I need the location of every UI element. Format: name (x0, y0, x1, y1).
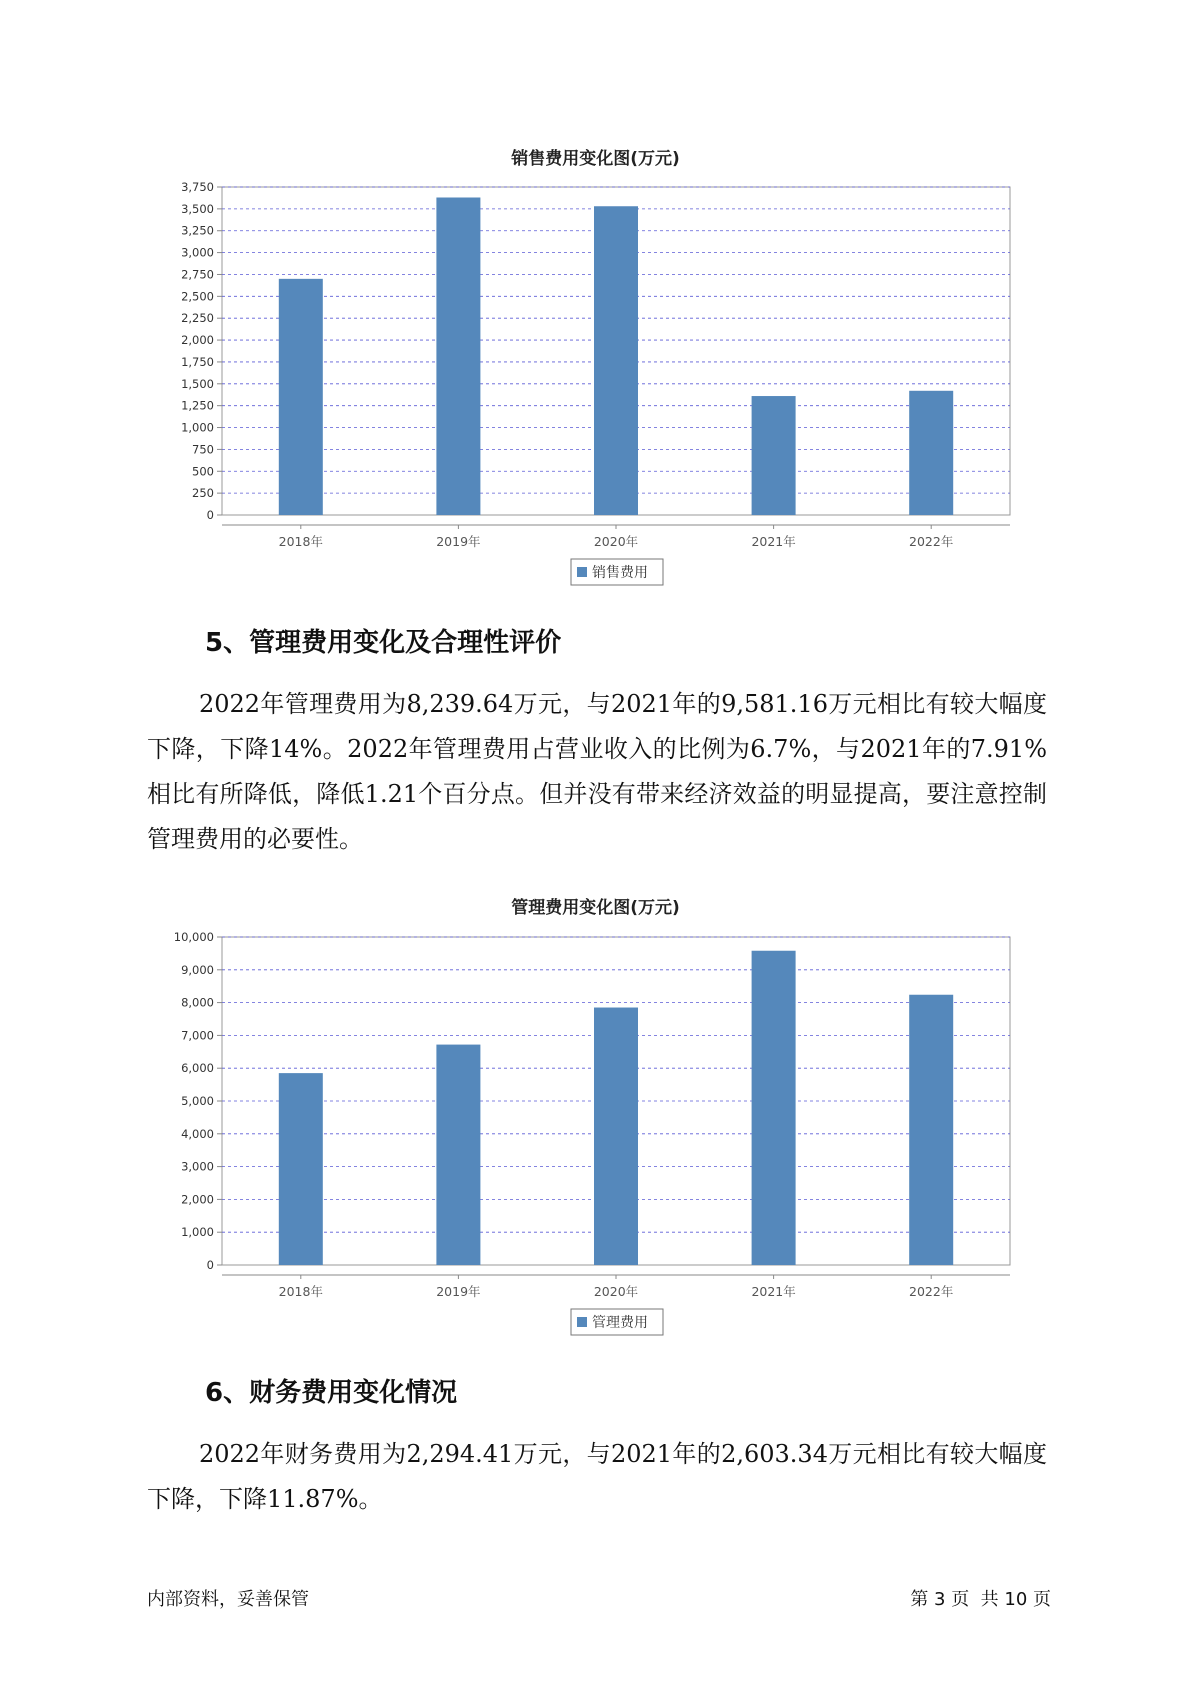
x-tick-label: 2019年 (436, 534, 481, 549)
admin-expense-chart-svg (0, 925, 1191, 1345)
bar-2020年 (594, 1008, 638, 1265)
section-paragraph-6: 2022年财务费用为2,294.41万元，与2021年的2,603.34万元相比有较大幅度下降，下降11.87%。 (147, 1440, 1047, 1513)
y-tick-label: 6,000 (181, 1061, 214, 1076)
y-tick-label: 3,750 (181, 180, 214, 194)
bar-2022年 (909, 391, 953, 515)
y-tick-label: 250 (192, 486, 214, 501)
x-tick-label: 2022年 (909, 534, 954, 549)
bar-2018年 (279, 279, 323, 515)
x-tick-label: 2018年 (278, 534, 323, 549)
section-paragraph-5: 2022年管理费用为8,239.64万元，与2021年的9,581.16万元相比有较大幅度下降，下降14%。2022年管理费用占营业收入的比例为6.7%，与2021年的7.91%相比有所降低，降低1.21个百分点。但并没有带来经济效益的明显提高，要注意控制管理费用的必要性。 (147, 690, 1047, 853)
footer-confidential: 内部资料，妥善保管 (147, 1589, 309, 1610)
x-tick-label: 2021年 (751, 534, 796, 549)
bar-2019年 (436, 197, 480, 515)
y-tick-label: 2,750 (181, 267, 214, 282)
legend-label: 销售费用 (592, 565, 648, 581)
footer-page-number: 第 3 页 共 10 页 (910, 1589, 1051, 1610)
bar-2022年 (909, 995, 953, 1265)
y-tick-label: 2,000 (181, 333, 214, 348)
y-tick-label: 2,250 (181, 311, 214, 326)
y-tick-label: 7,000 (181, 1028, 214, 1043)
y-tick-label: 10,000 (173, 930, 214, 944)
y-tick-label: 5,000 (181, 1094, 214, 1108)
y-tick-label: 1,250 (181, 398, 214, 413)
y-tick-label: 3,000 (181, 1159, 214, 1174)
chart-title-admin: 管理费用变化图(万元) (511, 898, 680, 918)
y-tick-label: 9,000 (181, 962, 214, 977)
y-tick-label: 8,000 (181, 995, 214, 1010)
bar-2019年 (436, 1045, 480, 1265)
admin-expense-chart (0, 925, 1191, 1345)
x-tick-label: 2020年 (593, 1284, 639, 1299)
legend-label: 管理费用 (592, 1315, 648, 1331)
y-tick-label: 750 (192, 442, 214, 457)
bar-2021年 (752, 396, 796, 515)
y-tick-label: 4,000 (181, 1126, 214, 1141)
y-tick-label: 1,500 (181, 376, 214, 391)
y-tick-label: 1,000 (181, 420, 214, 435)
y-tick-label: 0 (206, 508, 214, 522)
section-heading-6: 6、财务费用变化情况 (205, 1378, 458, 1408)
x-tick-label: 2021年 (751, 1284, 796, 1299)
x-tick-label: 2019年 (436, 1284, 481, 1299)
y-tick-label: 3,000 (181, 245, 214, 260)
legend-swatch (577, 567, 587, 577)
y-tick-label: 2,500 (181, 289, 214, 304)
x-tick-label: 2022年 (909, 1284, 954, 1299)
y-tick-label: 1,000 (181, 1225, 214, 1240)
sales-expense-chart-svg (0, 175, 1191, 595)
sales-expense-chart (0, 175, 1191, 595)
section-heading-5: 5、管理费用变化及合理性评价 (205, 628, 562, 658)
y-tick-label: 2,000 (181, 1192, 214, 1207)
bar-2018年 (279, 1073, 323, 1265)
chart-legend (571, 1309, 663, 1335)
chart-title-sales: 销售费用变化图(万元) (511, 149, 680, 169)
x-tick-label: 2020年 (593, 534, 639, 549)
legend-swatch (577, 1317, 587, 1327)
bar-2021年 (752, 951, 796, 1265)
y-tick-label: 500 (192, 464, 214, 479)
y-tick-label: 3,500 (181, 201, 214, 216)
chart-legend (571, 559, 663, 585)
y-tick-label: 3,250 (181, 223, 214, 238)
bar-2020年 (594, 206, 638, 515)
y-tick-label: 1,750 (181, 354, 214, 369)
x-tick-label: 2018年 (278, 1284, 323, 1299)
y-tick-label: 0 (206, 1258, 214, 1272)
